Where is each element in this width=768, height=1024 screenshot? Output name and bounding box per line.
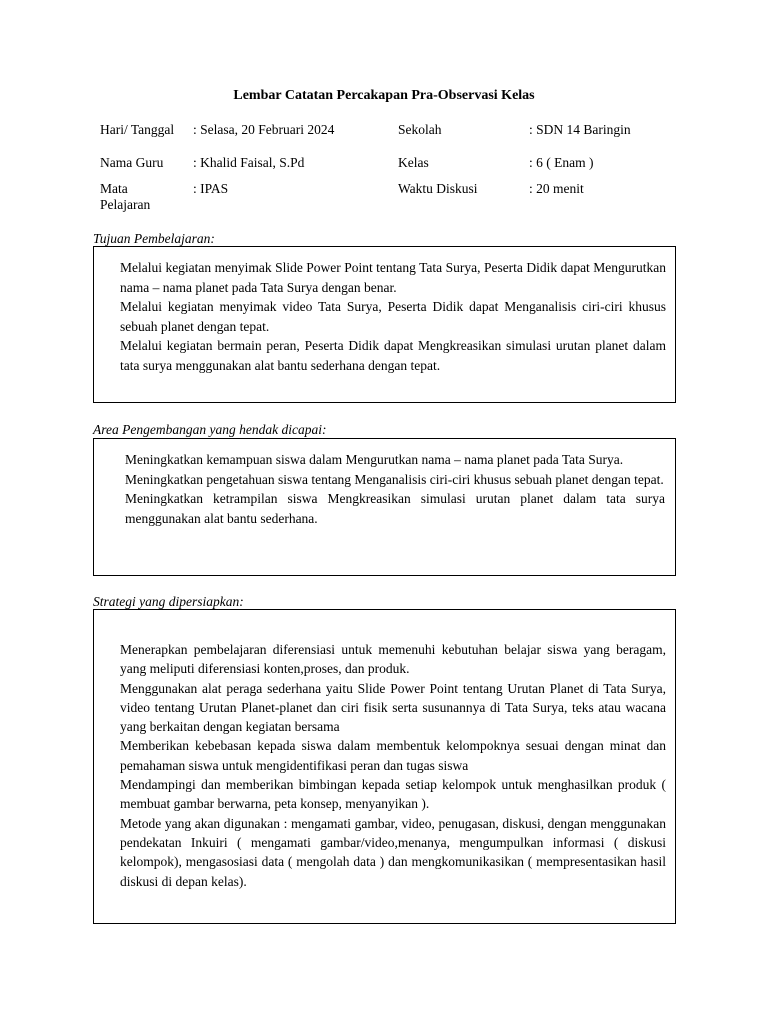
kelas-value: : 6 ( Enam ) bbox=[529, 155, 594, 170]
waktu-value: : 20 menit bbox=[529, 181, 584, 196]
guru-value: : Khalid Faisal, S.Pd bbox=[193, 155, 305, 170]
strategi-label: Strategi yang dipersiapkan: bbox=[93, 594, 244, 609]
guru-label: Nama Guru bbox=[100, 155, 164, 170]
strategi-box bbox=[93, 609, 676, 924]
sekolah-value: : SDN 14 Baringin bbox=[529, 122, 631, 137]
strategi-item: Menggunakan alat peraga sederhana yaitu Slide Power Point tentang Urutan Planet di Tata Surya, video tentang Urutan Planet-planet dan ciri fisik serta susunannya di Tata Surya, teks atau wacana yang berkaitan dengan kegiatan bersama bbox=[120, 680, 666, 735]
document-title: Lembar Catatan Percakapan Pra-Observasi Kelas bbox=[233, 88, 535, 103]
mapel-value: : IPAS bbox=[193, 181, 229, 196]
area-item: Meningkatkan pengetahuan siswa tentang Menganalisis ciri-ciri khusus sebuah planet dengan tepat. bbox=[125, 471, 664, 487]
strategi-item: Mendampingi dan memberikan bimbingan kepada setiap kelompok untuk menghasilkan produk ( membuat gambar berwarna, peta konsep, menyanyikan ). bbox=[120, 777, 666, 812]
area-label: Area Pengembangan yang hendak dicapai: bbox=[93, 422, 327, 437]
tujuan-item: Melalui kegiatan menyimak video Tata Surya, Peserta Didik dapat Menganalisis ciri-ciri khusus sebuah planet dengan tepat. bbox=[120, 299, 666, 334]
strategi-item: Memberikan kebebasan kepada siswa dalam membentuk kelompoknya sesuai dengan minat dan pemahaman siswa untuk mengidentifikasi peran dan tugas siswa bbox=[120, 738, 666, 773]
tujuan-box bbox=[93, 246, 676, 403]
sekolah-label: Sekolah bbox=[398, 122, 442, 137]
hari-value: : Selasa, 20 Februari 2024 bbox=[193, 122, 335, 137]
mapel-label: Mata Pelajaran bbox=[100, 181, 151, 212]
hari-label: Hari/ Tanggal bbox=[100, 122, 175, 137]
strategi-item: Menerapkan pembelajaran diferensiasi untuk memenuhi kebutuhan belajar siswa yang beragam, yang meliputi diferensiasi konten,proses, dan produk. bbox=[120, 642, 666, 677]
tujuan-item: Melalui kegiatan bermain peran, Peserta Didik dapat Mengkreasikan simulasi urutan planet dalam tata surya menggunakan alat bantu sederhana dengan tepat. bbox=[120, 338, 666, 373]
area-box bbox=[93, 438, 676, 576]
tujuan-item: Melalui kegiatan menyimak Slide Power Point tentang Tata Surya, Peserta Didik dapat Mengurutkan nama – nama planet pada Tata Surya dengan benar. bbox=[120, 260, 666, 295]
kelas-label: Kelas bbox=[398, 155, 429, 170]
tujuan-label: Tujuan Pembelajaran: bbox=[93, 231, 215, 246]
area-item: Meningkatkan ketrampilan siswa Mengkreasikan simulasi urutan planet dalam tata surya menggunakan alat bantu sederhana. bbox=[125, 491, 665, 526]
waktu-label: Waktu Diskusi bbox=[398, 181, 478, 196]
strategi-item: Metode yang akan digunakan : mengamati gambar, video, penugasan, diskusi, dengan menggunakan pendekatan Inkuiri ( mengamati gambar/video,menanya, mengumpulkan informasi ( diskusi kelompok), mengasosiasi data ( mengolah data ) dan mengkomunikasikan ( mempresentasikan hasil diskusi di depan kelas). bbox=[120, 815, 666, 889]
area-item: Meningkatkan kemampuan siswa dalam Mengurutkan nama – nama planet pada Tata Surya. bbox=[125, 452, 624, 467]
